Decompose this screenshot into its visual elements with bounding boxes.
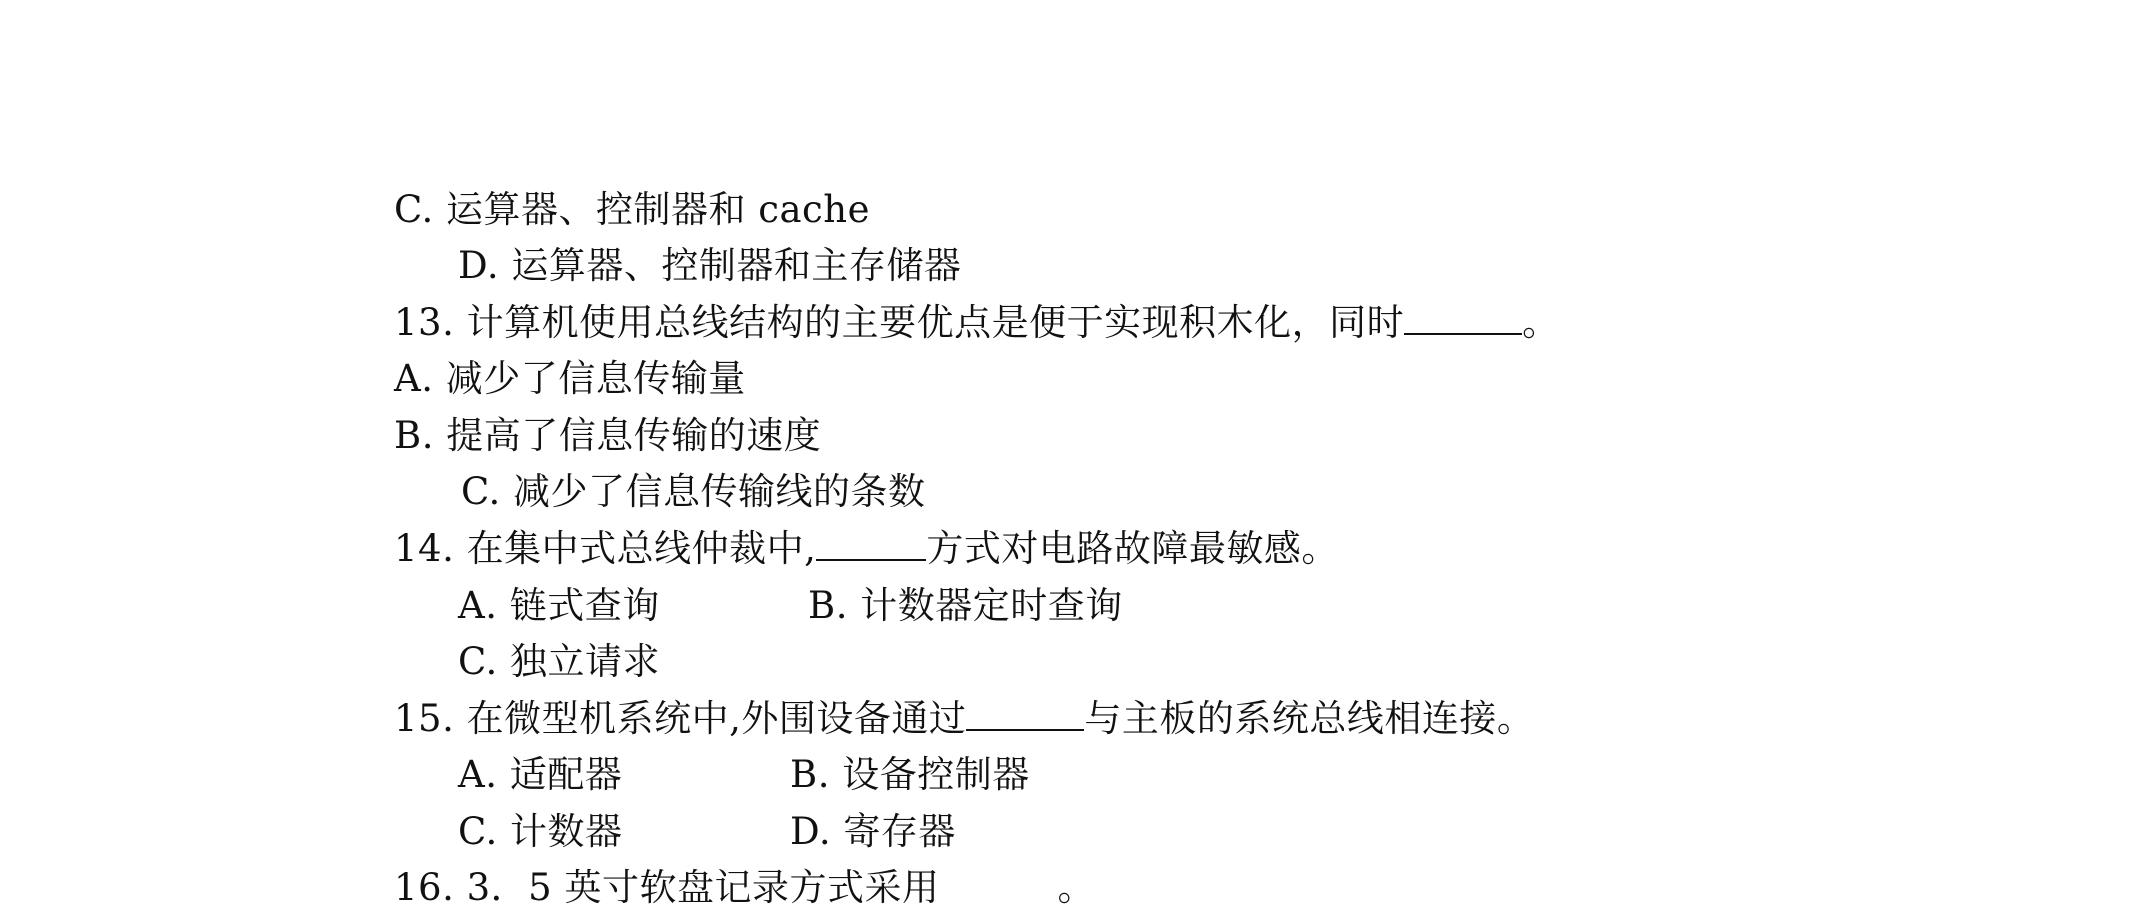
option-text: C. 独立请求 bbox=[458, 640, 661, 683]
question-text-end: 。 bbox=[1057, 866, 1095, 909]
question-16 bbox=[394, 866, 1095, 910]
question-text: 14. 在集中式总线仲裁中, bbox=[394, 527, 817, 570]
question-13 bbox=[394, 301, 1560, 345]
question-text: 15. 在微型机系统中,外围设备通过 bbox=[394, 697, 967, 740]
answer-blank bbox=[939, 870, 1057, 900]
option-text: B. 设备控制器 bbox=[790, 753, 1030, 796]
question-14 bbox=[394, 527, 1339, 571]
option-c-q14 bbox=[458, 640, 660, 684]
answer-blank bbox=[816, 529, 926, 561]
option-text: B. 计数器定时查询 bbox=[808, 584, 1123, 627]
answer-blank bbox=[966, 699, 1084, 731]
option-text: C. 运算器、控制器和 cache bbox=[394, 188, 871, 231]
option-b-q13 bbox=[394, 414, 821, 458]
option-text: D. 寄存器 bbox=[790, 810, 956, 853]
option-b-q15 bbox=[790, 753, 1030, 797]
option-text: A. 减少了信息传输量 bbox=[394, 357, 746, 400]
question-15 bbox=[394, 697, 1534, 741]
option-c-q13 bbox=[461, 470, 926, 514]
option-a-q14 bbox=[458, 584, 660, 628]
option-a-q13 bbox=[394, 357, 746, 401]
answer-blank bbox=[1404, 303, 1522, 335]
question-text: 13. 计算机使用总线结构的主要优点是便于实现积木化，同时 bbox=[394, 301, 1405, 344]
option-a-q15 bbox=[458, 753, 622, 797]
option-b-q14 bbox=[808, 584, 1123, 628]
option-text: C. 减少了信息传输线的条数 bbox=[461, 470, 926, 513]
option-text: C. 计数器 bbox=[458, 810, 623, 853]
question-text: 16. 3．5 英寸软盘记录方式采用 bbox=[394, 866, 940, 909]
option-c-q15 bbox=[458, 810, 623, 854]
option-d-q12 bbox=[458, 244, 961, 288]
question-text-end: 方式对电路故障最敏感。 bbox=[926, 527, 1339, 570]
option-text: A. 适配器 bbox=[458, 753, 623, 796]
option-c-q12 bbox=[394, 188, 870, 232]
option-d-q15 bbox=[790, 810, 956, 854]
option-text: D. 运算器、控制器和主存储器 bbox=[458, 244, 962, 287]
question-text-end: 与主板的系统总线相连接。 bbox=[1084, 697, 1535, 740]
option-text: B. 提高了信息传输的速度 bbox=[394, 414, 822, 457]
question-text-end: 。 bbox=[1522, 301, 1560, 344]
option-text: A. 链式查询 bbox=[458, 584, 660, 627]
